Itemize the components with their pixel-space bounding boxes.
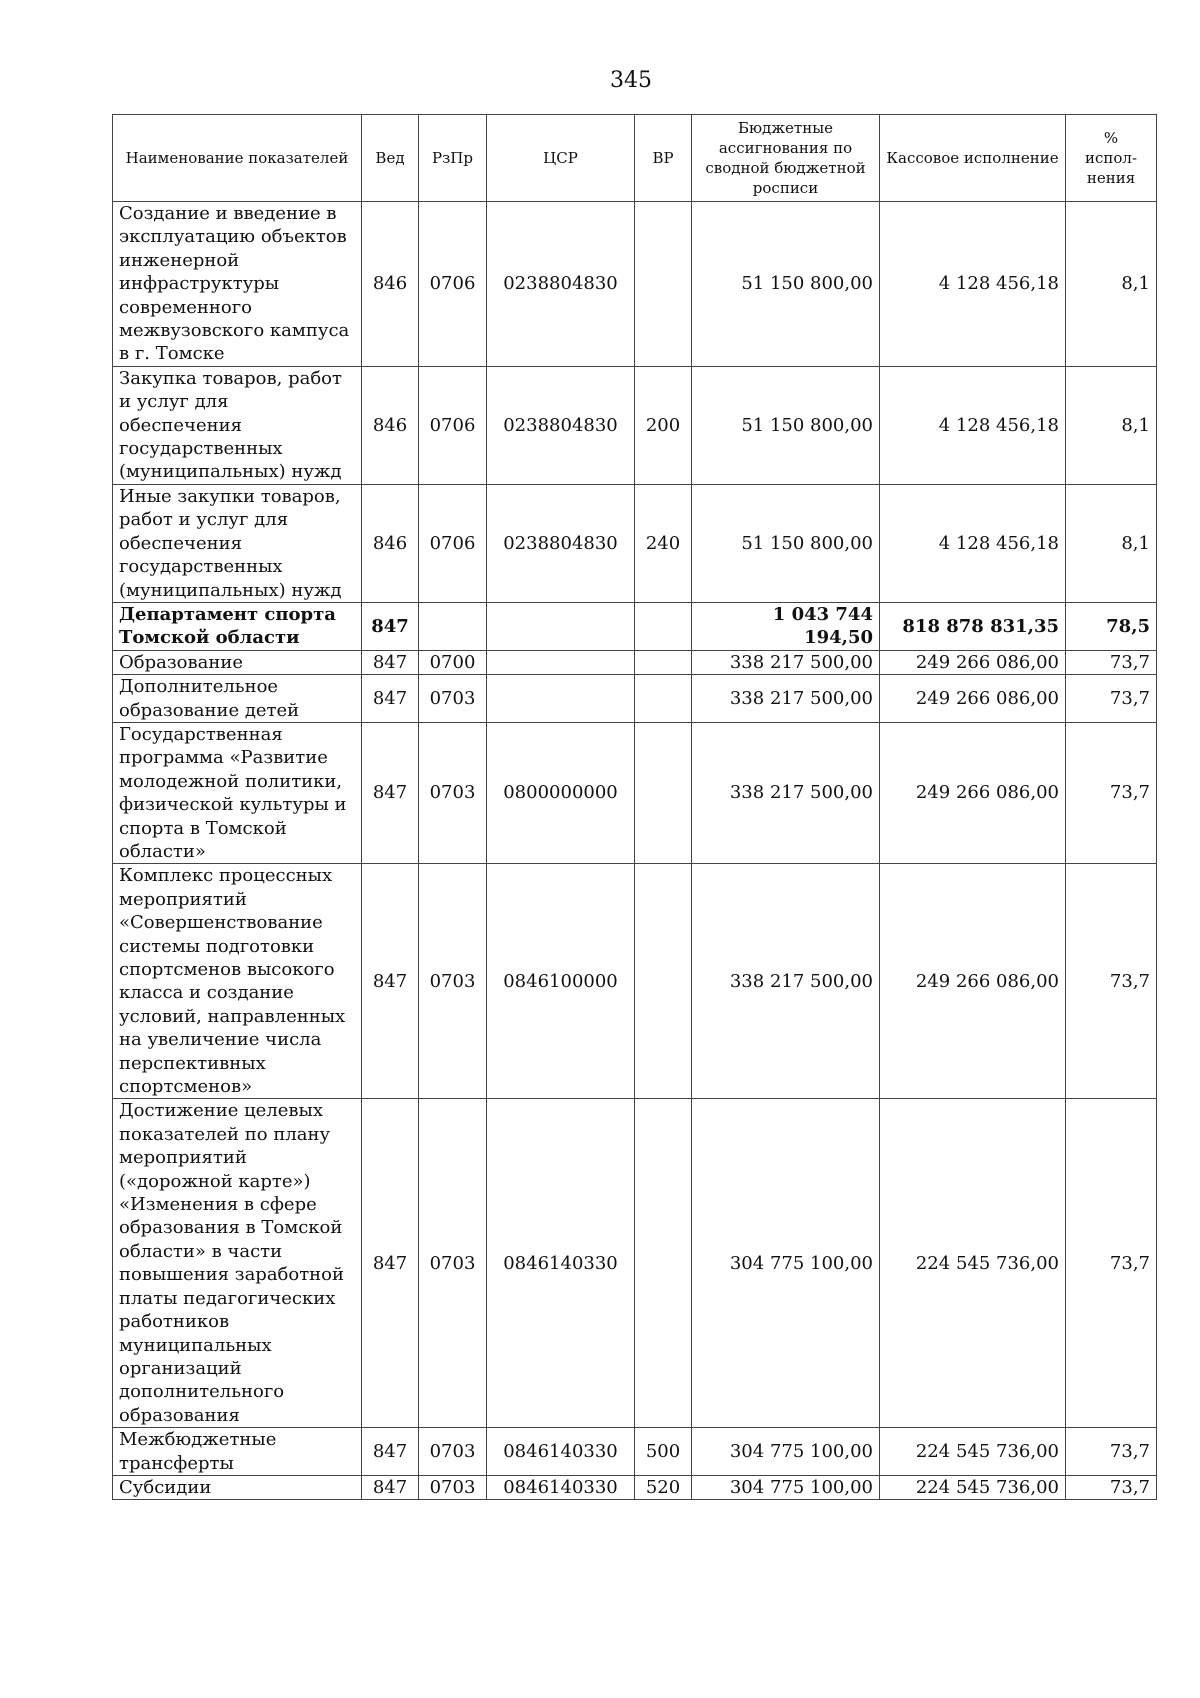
table-row bbox=[113, 484, 1157, 602]
cell-vr bbox=[635, 202, 692, 367]
cell-name: Создание и введение в эксплуатацию объектов инженерной инфраструктуры современного межвузовского кампуса в г. Томске bbox=[113, 202, 362, 367]
cell-vr: 500 bbox=[635, 1428, 692, 1476]
cell-csr bbox=[487, 675, 635, 723]
cell-budget: 338 217 500,00 bbox=[692, 650, 880, 674]
cell-percent: 73,7 bbox=[1066, 1099, 1157, 1428]
cell-budget: 304 775 100,00 bbox=[692, 1099, 880, 1428]
cell-ved: 847 bbox=[362, 1475, 419, 1499]
cell-rzpr: 0703 bbox=[419, 675, 487, 723]
cell-budget: 338 217 500,00 bbox=[692, 675, 880, 723]
table-row bbox=[113, 675, 1157, 723]
cell-vr: 200 bbox=[635, 366, 692, 484]
cell-percent: 8,1 bbox=[1066, 484, 1157, 602]
cell-percent: 8,1 bbox=[1066, 366, 1157, 484]
cell-cash: 818 878 831,35 bbox=[880, 602, 1066, 650]
cell-name: Закупка товаров, работ и услуг для обеспечения государственных (муниципальных) нужд bbox=[113, 366, 362, 484]
cell-name: Дополнительное образование детей bbox=[113, 675, 362, 723]
cell-budget: 1 043 744 194,50 bbox=[692, 602, 880, 650]
cell-vr: 240 bbox=[635, 484, 692, 602]
cell-percent: 73,7 bbox=[1066, 650, 1157, 674]
cell-percent: 73,7 bbox=[1066, 1475, 1157, 1499]
cell-budget: 51 150 800,00 bbox=[692, 484, 880, 602]
table-row bbox=[113, 722, 1157, 863]
cell-csr: 0846140330 bbox=[487, 1428, 635, 1476]
cell-csr: 0846140330 bbox=[487, 1475, 635, 1499]
header-csr: ЦСР bbox=[487, 115, 635, 202]
header-budget: Бюджетные ассигнования по сводной бюджетной росписи bbox=[692, 115, 880, 202]
cell-cash: 224 545 736,00 bbox=[880, 1099, 1066, 1428]
header-percent-line1: % bbox=[1103, 129, 1119, 147]
table-row bbox=[113, 864, 1157, 1099]
table-row bbox=[113, 1475, 1157, 1499]
cell-budget: 338 217 500,00 bbox=[692, 722, 880, 863]
cell-rzpr: 0706 bbox=[419, 366, 487, 484]
cell-ved: 846 bbox=[362, 366, 419, 484]
cell-vr bbox=[635, 722, 692, 863]
cell-budget: 51 150 800,00 bbox=[692, 202, 880, 367]
cell-csr bbox=[487, 602, 635, 650]
cell-budget: 338 217 500,00 bbox=[692, 864, 880, 1099]
cell-percent: 73,7 bbox=[1066, 864, 1157, 1099]
cell-cash: 224 545 736,00 bbox=[880, 1428, 1066, 1476]
header-percent bbox=[1066, 115, 1157, 202]
cell-cash: 4 128 456,18 bbox=[880, 366, 1066, 484]
cell-ved: 847 bbox=[362, 650, 419, 674]
cell-name: Субсидии bbox=[113, 1475, 362, 1499]
cell-vr bbox=[635, 602, 692, 650]
header-percent-line3: нения bbox=[1086, 169, 1136, 187]
cell-vr bbox=[635, 675, 692, 723]
cell-rzpr: 0706 bbox=[419, 202, 487, 367]
header-cash: Кассовое исполнение bbox=[880, 115, 1066, 202]
cell-cash: 224 545 736,00 bbox=[880, 1475, 1066, 1499]
cell-csr: 0846100000 bbox=[487, 864, 635, 1099]
cell-vr bbox=[635, 864, 692, 1099]
cell-budget: 51 150 800,00 bbox=[692, 366, 880, 484]
table-row bbox=[113, 1099, 1157, 1428]
cell-percent: 8,1 bbox=[1066, 202, 1157, 367]
page-number: 345 bbox=[610, 68, 652, 93]
cell-csr: 0238804830 bbox=[487, 366, 635, 484]
table-row bbox=[113, 202, 1157, 367]
cell-rzpr: 0703 bbox=[419, 864, 487, 1099]
cell-ved: 847 bbox=[362, 864, 419, 1099]
cell-percent: 78,5 bbox=[1066, 602, 1157, 650]
header-percent-line2: испол- bbox=[1084, 149, 1138, 167]
cell-vr bbox=[635, 1099, 692, 1428]
header-ved: Вед bbox=[362, 115, 419, 202]
cell-rzpr: 0703 bbox=[419, 1475, 487, 1499]
cell-percent: 73,7 bbox=[1066, 722, 1157, 863]
cell-cash: 249 266 086,00 bbox=[880, 864, 1066, 1099]
cell-ved: 847 bbox=[362, 1428, 419, 1476]
budget-execution-table bbox=[112, 114, 1157, 1500]
cell-ved: 847 bbox=[362, 722, 419, 863]
cell-name: Иные закупки товаров, работ и услуг для обеспечения государственных (муниципальных) нужд bbox=[113, 484, 362, 602]
header-rzpr: РзПр bbox=[419, 115, 487, 202]
cell-cash: 4 128 456,18 bbox=[880, 484, 1066, 602]
cell-name: Государственная программа «Развитие молодежной политики, физической культуры и спорта в Томской области» bbox=[113, 722, 362, 863]
cell-rzpr: 0703 bbox=[419, 1099, 487, 1428]
cell-csr: 0238804830 bbox=[487, 484, 635, 602]
cell-cash: 249 266 086,00 bbox=[880, 650, 1066, 674]
cell-ved: 846 bbox=[362, 484, 419, 602]
table-header-row bbox=[113, 115, 1157, 202]
cell-ved: 847 bbox=[362, 675, 419, 723]
cell-name: Образование bbox=[113, 650, 362, 674]
cell-rzpr: 0703 bbox=[419, 1428, 487, 1476]
cell-name: Департамент спорта Томской области bbox=[113, 602, 362, 650]
cell-percent: 73,7 bbox=[1066, 675, 1157, 723]
header-name: Наименование показателей bbox=[113, 115, 362, 202]
table-row bbox=[113, 366, 1157, 484]
cell-name: Межбюджетные трансферты bbox=[113, 1428, 362, 1476]
table-row-department bbox=[113, 602, 1157, 650]
cell-ved: 846 bbox=[362, 202, 419, 367]
cell-csr: 0800000000 bbox=[487, 722, 635, 863]
cell-csr: 0846140330 bbox=[487, 1099, 635, 1428]
cell-vr: 520 bbox=[635, 1475, 692, 1499]
cell-name: Достижение целевых показателей по плану мероприятий («дорожной карте») «Изменения в сфере образования в Томской области» в части повышения заработной платы педагогических работников муниципальных организаций дополнительного образования bbox=[113, 1099, 362, 1428]
header-vr: ВР bbox=[635, 115, 692, 202]
cell-rzpr: 0703 bbox=[419, 722, 487, 863]
cell-rzpr: 0700 bbox=[419, 650, 487, 674]
table-row bbox=[113, 650, 1157, 674]
cell-budget: 304 775 100,00 bbox=[692, 1428, 880, 1476]
cell-budget: 304 775 100,00 bbox=[692, 1475, 880, 1499]
cell-cash: 249 266 086,00 bbox=[880, 722, 1066, 863]
cell-cash: 4 128 456,18 bbox=[880, 202, 1066, 367]
cell-rzpr: 0706 bbox=[419, 484, 487, 602]
cell-csr bbox=[487, 650, 635, 674]
cell-ved: 847 bbox=[362, 1099, 419, 1428]
cell-rzpr bbox=[419, 602, 487, 650]
table-row bbox=[113, 1428, 1157, 1476]
cell-vr bbox=[635, 650, 692, 674]
cell-name: Комплекс процессных мероприятий «Совершенствование системы подготовки спортсменов высокого класса и создание условий, направленных на увеличение числа перспективных спортсменов» bbox=[113, 864, 362, 1099]
cell-cash: 249 266 086,00 bbox=[880, 675, 1066, 723]
cell-percent: 73,7 bbox=[1066, 1428, 1157, 1476]
cell-ved: 847 bbox=[362, 602, 419, 650]
cell-csr: 0238804830 bbox=[487, 202, 635, 367]
